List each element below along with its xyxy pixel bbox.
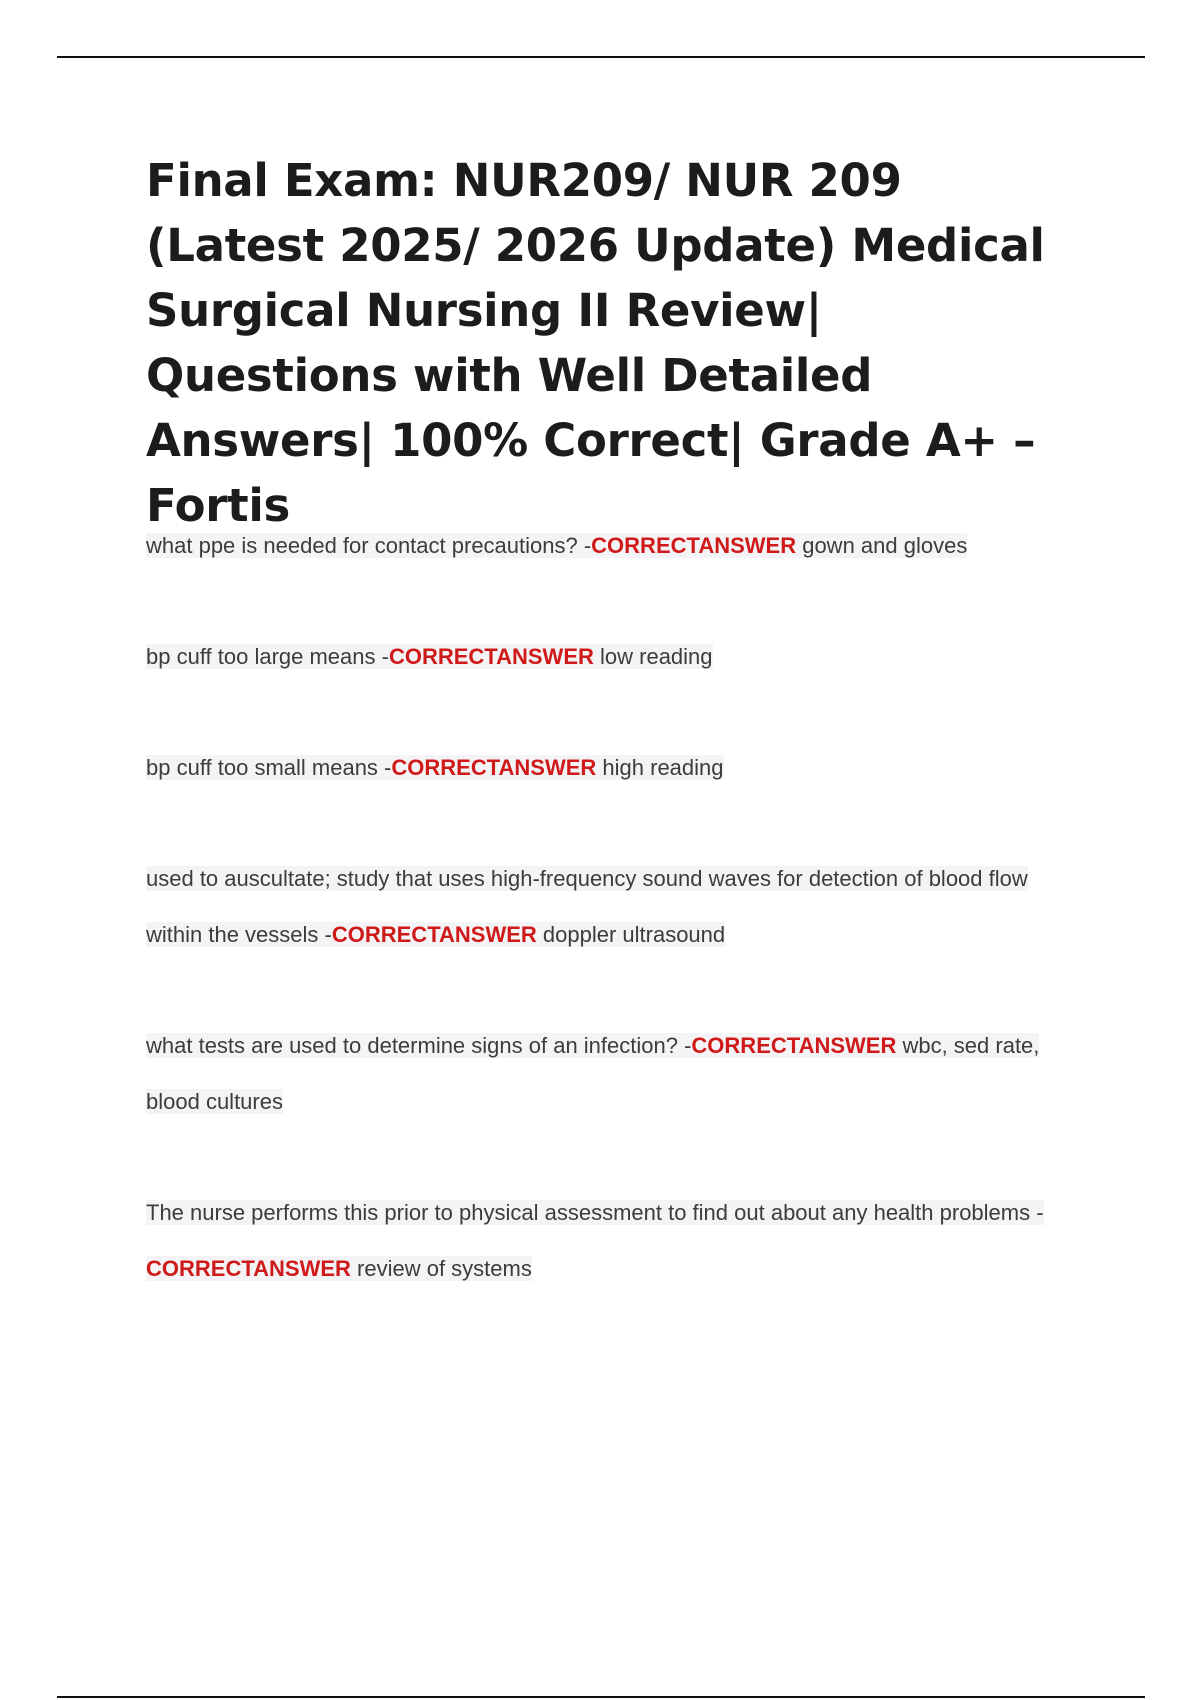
answer-text: low reading xyxy=(593,644,713,669)
qa-item xyxy=(146,851,1086,963)
answer-text: review of systems xyxy=(350,1256,532,1281)
qa-item xyxy=(146,518,1086,574)
correct-answer-tag: CORRECTANSWER xyxy=(691,1033,897,1058)
answer-text: high reading xyxy=(596,755,724,780)
qa-line xyxy=(146,1033,1039,1114)
correct-answer-tag: CORRECTANSWER xyxy=(331,922,537,947)
document-title: Final Exam: NUR209/ NUR 209 (Latest 2025/ 2026 Update) Medical Surgical Nursing II Review| Questions with Well Detailed Answers| 100% Correct| Grade A+ – Fortis xyxy=(146,154,1045,532)
qa-line xyxy=(146,866,1028,947)
qa-line xyxy=(146,755,724,780)
qa-line xyxy=(146,644,713,669)
correct-answer-tag: CORRECTANSWER xyxy=(591,533,797,558)
answer-text: doppler ultrasound xyxy=(536,922,726,947)
bottom-rule xyxy=(57,1696,1145,1698)
correct-answer-tag: CORRECTANSWER xyxy=(146,1256,351,1281)
question-text: used to auscultate; study that uses high-frequency sound waves for detection of blood flow within the vessels - xyxy=(146,866,1028,947)
qa-item xyxy=(146,1018,1086,1130)
correct-answer-tag: CORRECTANSWER xyxy=(391,755,597,780)
question-text: what ppe is needed for contact precautions? - xyxy=(146,533,592,558)
qa-item xyxy=(146,740,1086,796)
answer-text: gown and gloves xyxy=(796,533,968,558)
question-text: bp cuff too small means - xyxy=(146,755,392,780)
question-text: bp cuff too large means - xyxy=(146,644,389,669)
answer-text: wbc, sed rate, blood cultures xyxy=(146,1033,1040,1114)
top-rule xyxy=(57,56,1145,58)
qa-item xyxy=(146,1185,1086,1297)
question-text: The nurse performs this prior to physical assessment to find out about any health problems - xyxy=(146,1200,1044,1225)
qa-item xyxy=(146,629,1086,685)
qa-line xyxy=(146,533,967,558)
question-text: what tests are used to determine signs of an infection? - xyxy=(146,1033,692,1058)
correct-answer-tag: CORRECTANSWER xyxy=(388,644,594,669)
qa-line xyxy=(146,1200,1044,1281)
qa-list xyxy=(146,518,1086,1352)
